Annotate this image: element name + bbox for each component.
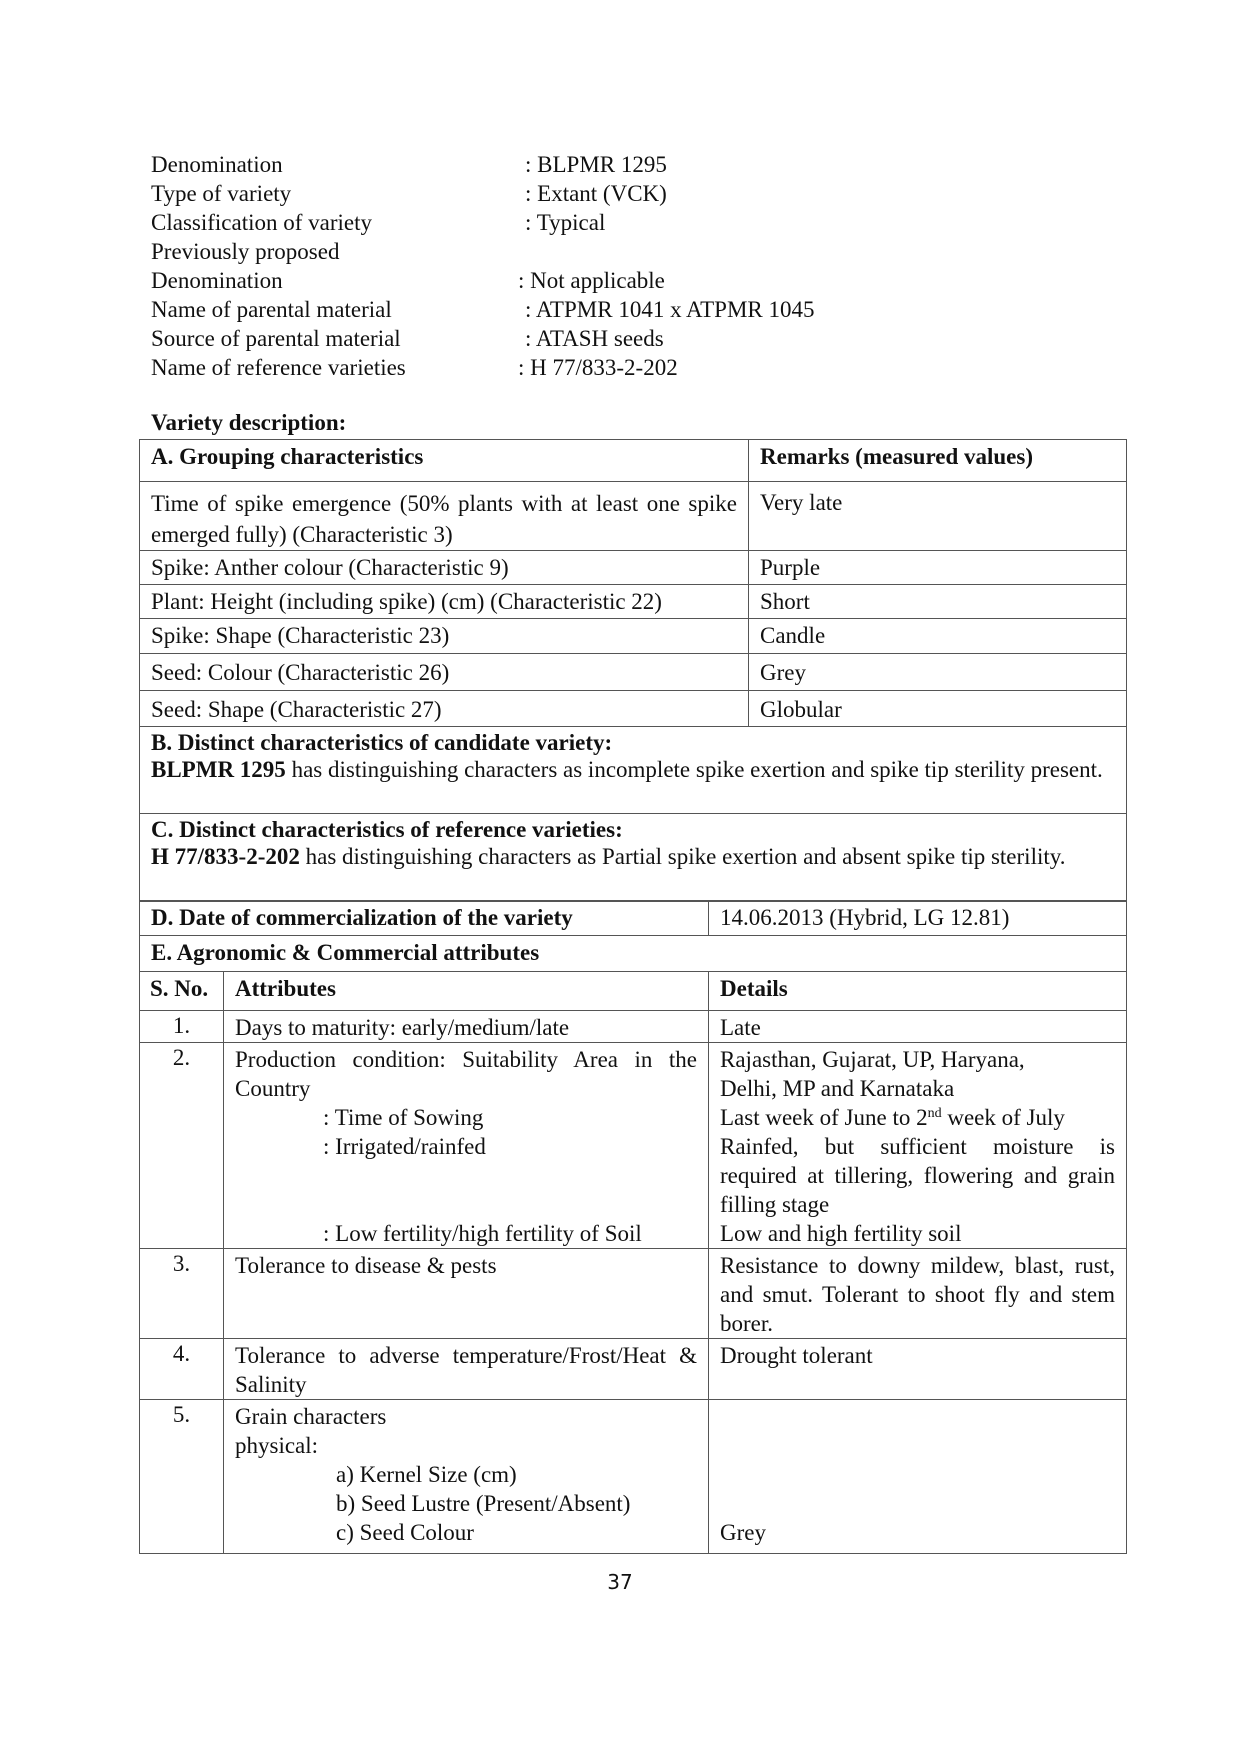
characteristic-cell: Spike: Shape (Characteristic 23) — [140, 619, 749, 654]
attribute-soil-fertility: : Low fertility/high fertility of Soil — [323, 1221, 642, 1246]
detail-spacer — [720, 1402, 1115, 1460]
section-e-title: E. Agronomic & Commercial attributes — [140, 936, 1127, 972]
detail-seed-colour: Grey — [720, 1520, 766, 1545]
grouping-header-remarks: Remarks (measured values) — [749, 440, 1127, 482]
remark-cell: Candle — [749, 619, 1127, 654]
attribute-cell: Tolerance to adverse temperature/Frost/Heat & Salinity — [224, 1339, 709, 1400]
section-b-text: has distinguishing characters as incomplete spike exertion and spike tip sterility present. — [285, 757, 1103, 782]
section-b-title: B. Distinct characteristics of candidate variety: — [151, 730, 613, 755]
section-c-cell — [140, 814, 1127, 902]
attribute-time-of-sowing: : Time of Sowing — [323, 1105, 484, 1130]
agronomic-header-row — [140, 972, 1127, 1011]
detail-time-pre: Last week of June to 2 — [720, 1105, 928, 1130]
table-row — [140, 1400, 1127, 1554]
section-c-row — [140, 814, 1127, 902]
table-row — [140, 1249, 1127, 1339]
info-value: : H 77/833-2-202 — [518, 355, 678, 380]
sno-cell: 4. — [140, 1339, 224, 1400]
grouping-header-characteristic: A. Grouping characteristics — [140, 440, 749, 482]
info-row-reference-varieties — [151, 353, 1051, 382]
attribute-cell: Days to maturity: early/medium/late — [224, 1011, 709, 1043]
attribute-irrigated: : Irrigated/rainfed — [323, 1134, 486, 1159]
header-details: Details — [709, 972, 1127, 1011]
table-row — [140, 1339, 1127, 1400]
table-row — [140, 1043, 1127, 1249]
sno-cell: 5. — [140, 1400, 224, 1554]
attribute-seed-lustre: b) Seed Lustre (Present/Absent) — [336, 1491, 631, 1516]
detail-irrigated: Rainfed, but sufficient moisture is required at tillering, flowering and grain filling stage — [720, 1134, 1115, 1217]
table-row — [140, 654, 1127, 691]
detail-cell: Drought tolerant — [709, 1339, 1127, 1400]
section-c-variety-name: H 77/833-2-202 — [151, 844, 300, 869]
remark-cell: Grey — [749, 654, 1127, 691]
table-row — [140, 1011, 1127, 1043]
info-row-denomination — [151, 150, 1051, 179]
remark-cell: Globular — [749, 691, 1127, 727]
info-row-parental-material — [151, 295, 1051, 324]
detail-cell — [709, 1400, 1127, 1554]
detail-time-sup: nd — [927, 1106, 942, 1121]
attribute-seed-colour: c) Seed Colour — [336, 1520, 474, 1545]
section-d-title: D. Date of commercialization of the variety — [140, 901, 709, 936]
sno-cell: 2. — [140, 1043, 224, 1249]
info-label: Denomination — [151, 152, 283, 177]
attribute-physical: physical: — [235, 1433, 319, 1458]
info-label: Classification of variety — [151, 210, 372, 235]
commercialization-date: 14.06.2013 (Hybrid, LG 12.81) — [709, 901, 1127, 936]
sno-cell: 1. — [140, 1011, 224, 1043]
info-label: Type of variety — [151, 181, 292, 206]
section-b-variety-name: BLPMR 1295 — [151, 757, 286, 782]
remark-cell: Purple — [749, 551, 1127, 585]
detail-cell: Late — [709, 1011, 1127, 1043]
header-sno: S. No. — [140, 972, 224, 1011]
table-row — [140, 551, 1127, 585]
info-value: : BLPMR 1295 — [525, 152, 667, 177]
grouping-header-row — [140, 440, 1127, 482]
characteristic-cell: Plant: Height (including spike) (cm) (Characteristic 22) — [140, 585, 749, 619]
attribute-grain-characters: Grain characters — [235, 1404, 387, 1429]
section-e-title-row — [140, 936, 1127, 972]
section-d-row — [140, 901, 1127, 936]
agronomic-table — [139, 900, 1127, 1554]
attribute-cell — [224, 1400, 709, 1554]
attribute-kernel-size: a) Kernel Size (cm) — [336, 1462, 517, 1487]
sno-cell: 3. — [140, 1249, 224, 1339]
detail-time-of-sowing — [720, 1103, 1115, 1132]
header-attributes: Attributes — [224, 972, 709, 1011]
section-c-text: has distinguishing characters as Partial spike exertion and absent spike tip sterility. — [299, 844, 1066, 869]
remark-cell: Very late — [749, 482, 1127, 551]
info-row-previously-proposed — [151, 237, 1051, 266]
detail-soil-fertility: Low and high fertility soil — [720, 1221, 962, 1246]
info-row-parental-source — [151, 324, 1051, 353]
info-label: Name of parental material — [151, 297, 392, 322]
detail-seed-lustre — [720, 1489, 1115, 1518]
section-c-title: C. Distinct characteristics of reference varieties: — [151, 817, 623, 842]
detail-cell — [709, 1043, 1127, 1249]
info-label: Source of parental material — [151, 326, 401, 351]
table-row — [140, 482, 1127, 551]
info-label: Denomination — [151, 268, 283, 293]
characteristic-cell: Time of spike emergence (50% plants with at least one spike emerged fully) (Characteristic 3) — [140, 482, 749, 551]
detail-cell: Resistance to downy mildew, blast, rust, and smut. Tolerant to shoot fly and stem borer. — [709, 1249, 1127, 1339]
table-row — [140, 691, 1127, 727]
info-row-classification — [151, 208, 1051, 237]
section-b-cell — [140, 727, 1127, 814]
characteristic-cell: Spike: Anther colour (Characteristic 9) — [140, 551, 749, 585]
info-value: : Extant (VCK) — [525, 181, 667, 206]
table-row — [140, 585, 1127, 619]
remark-cell: Short — [749, 585, 1127, 619]
variety-info-block — [151, 150, 1051, 382]
info-label: Previously proposed — [151, 239, 340, 264]
detail-time-post: week of July — [941, 1105, 1065, 1130]
info-value: : Not applicable — [518, 268, 665, 293]
attribute-production-condition: Production condition: Suitability Area in the Country — [235, 1047, 697, 1101]
characteristic-cell: Seed: Colour (Characteristic 26) — [140, 654, 749, 691]
detail-suitability-area: Rajasthan, Gujarat, UP, Haryana, Delhi, MP and Karnataka — [720, 1047, 1025, 1101]
info-row-previous-denomination — [151, 266, 1051, 295]
characteristic-cell: Seed: Shape (Characteristic 27) — [140, 691, 749, 727]
variety-description-title: Variety description: — [151, 410, 347, 435]
info-value: : ATPMR 1041 x ATPMR 1045 — [525, 297, 815, 322]
info-label: Name of reference varieties — [151, 355, 406, 380]
detail-kernel-size — [720, 1460, 1115, 1489]
attribute-cell — [224, 1043, 709, 1249]
info-row-type — [151, 179, 1051, 208]
attribute-cell: Tolerance to disease & pests — [224, 1249, 709, 1339]
section-b-row — [140, 727, 1127, 814]
grouping-table — [139, 439, 1127, 902]
page-number: 37 — [607, 1570, 633, 1594]
info-value: : ATASH seeds — [525, 326, 664, 351]
table-row — [140, 619, 1127, 654]
info-value: : Typical — [525, 210, 606, 235]
